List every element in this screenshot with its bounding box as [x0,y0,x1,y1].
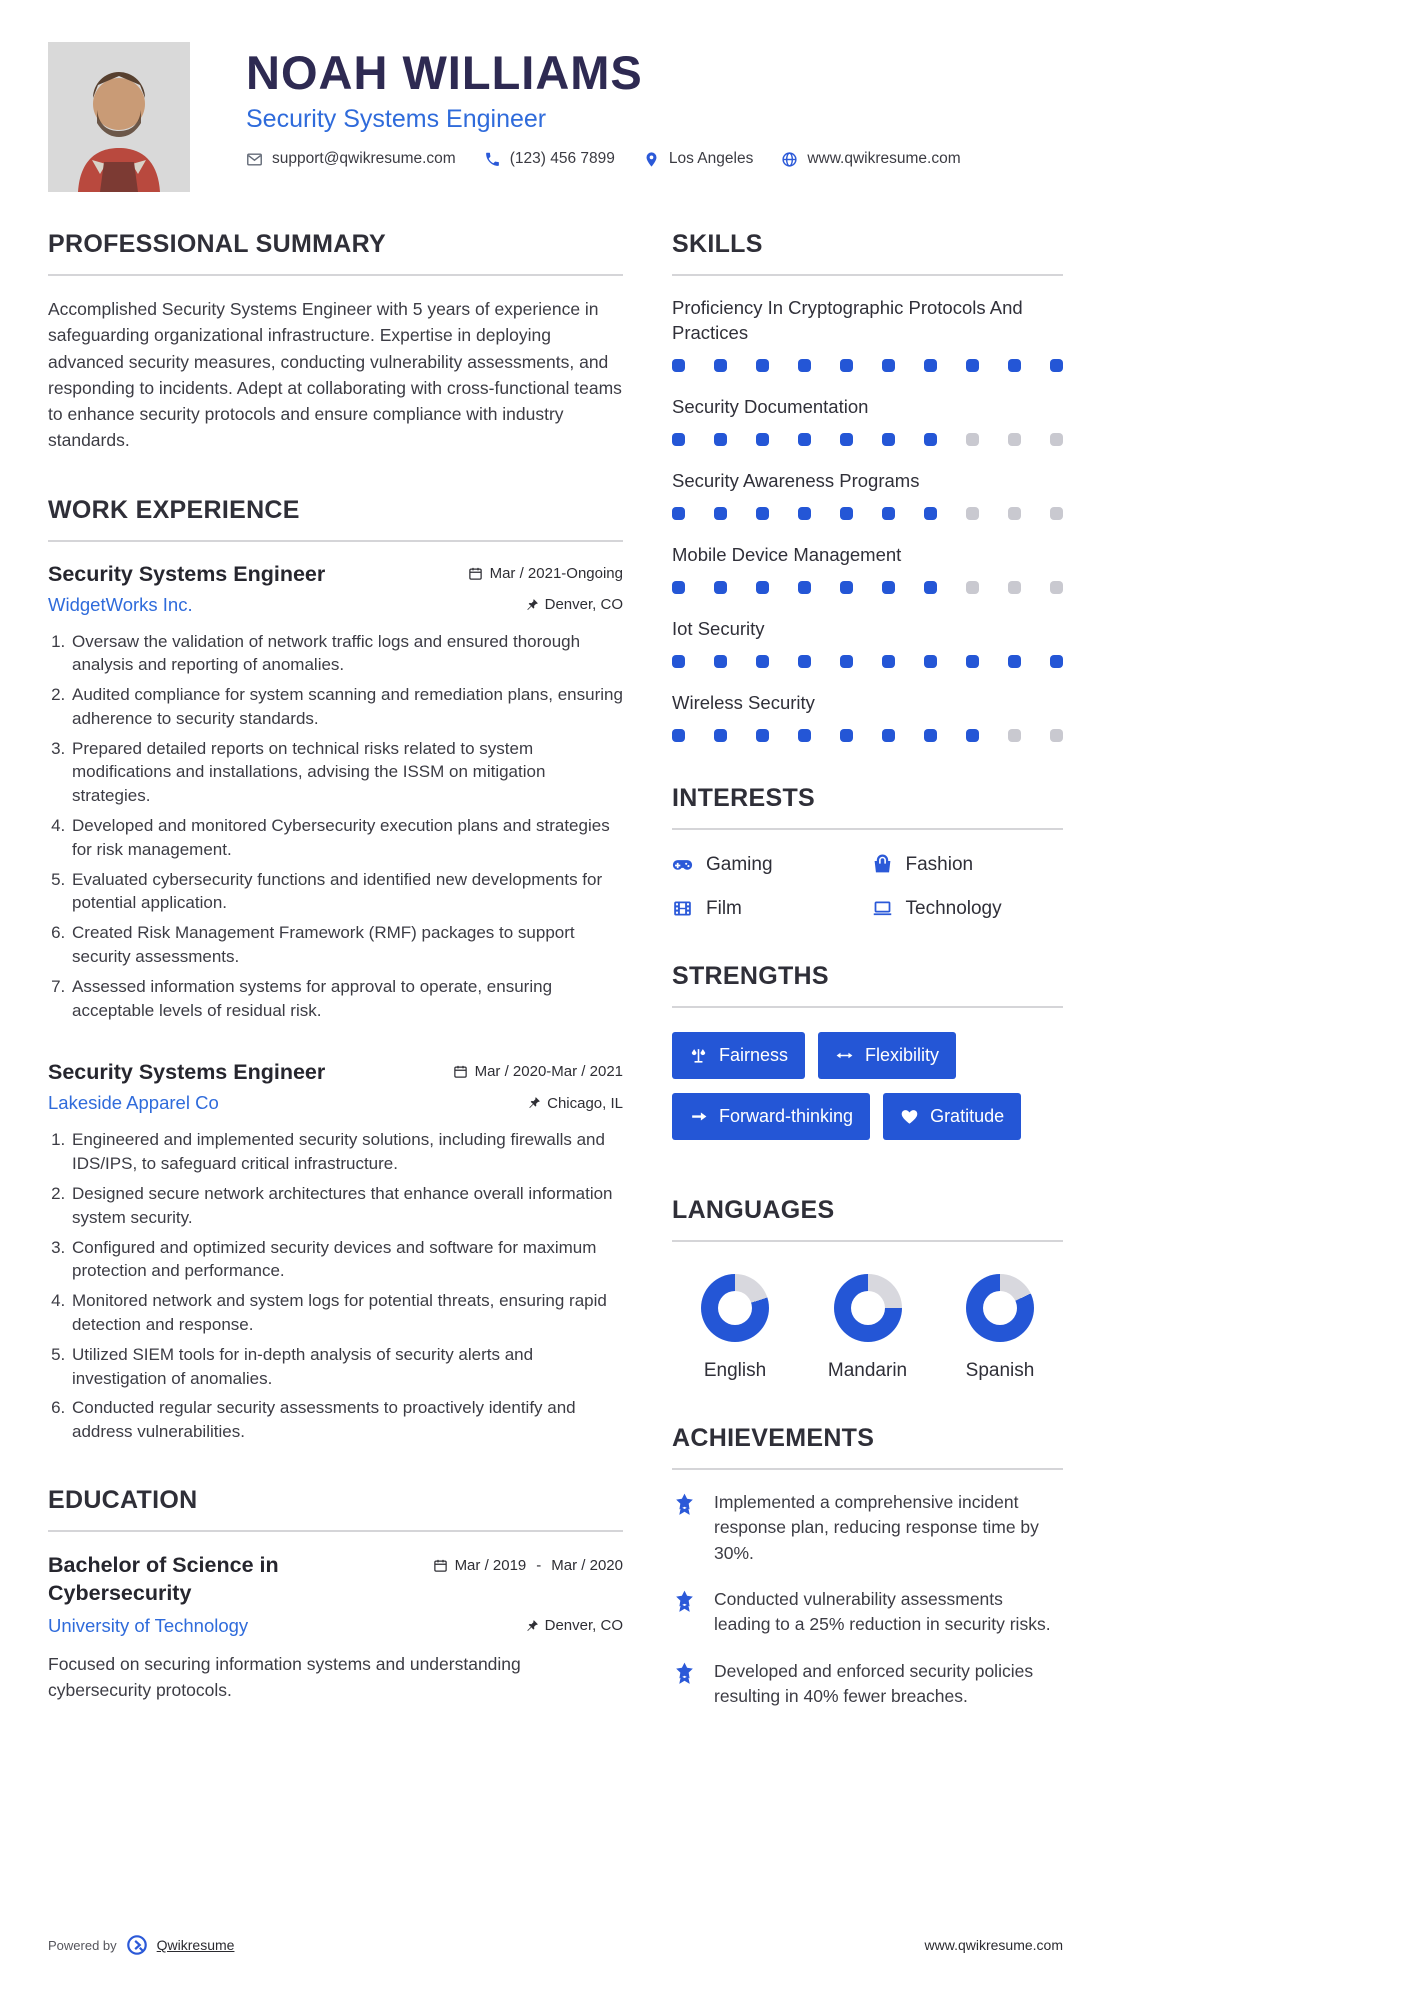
contact-phone [484,150,615,168]
skill-level-dot [756,359,769,372]
person-name: NOAH WILLIAMS [246,46,643,99]
strength-label: Fairness [719,1044,789,1065]
powered-by [48,1934,234,1956]
job-location-text: Denver, CO [544,596,623,613]
skill-rating [672,729,1063,742]
job-bullet: 5. Utilized SIEM tools for in-depth analysis of security alerts and investigation of anomalies. [70,1343,623,1391]
header-text [246,42,975,168]
skill-item [672,296,1063,372]
shopping-bag-icon [872,854,893,875]
language-donut [834,1274,902,1342]
skill-level-dot [1008,729,1021,742]
skill-rating [672,507,1063,520]
skill-item [672,543,1063,594]
pushpin-icon [525,1619,539,1633]
skill-level-dot [882,507,895,520]
skill-item [672,469,1063,520]
languages-list [672,1262,1063,1382]
job-location [527,1095,623,1112]
skill-rating [672,433,1063,446]
location-text: Los Angeles [668,150,754,168]
header [48,42,1063,192]
film-icon [672,898,693,919]
skill-level-dot [714,359,727,372]
section-skills [672,230,1063,742]
skill-label: Iot Security [672,617,765,639]
job-bullet: 6. Conducted regular security assessments to proactively identify and address vulnerabilities. [70,1396,623,1444]
section-education [48,1486,623,1703]
job-title: Security Systems Engineer [48,561,326,586]
arrows-left-right-icon [835,1046,854,1065]
achievement-item [672,1587,1063,1638]
award-icon [672,1659,699,1710]
skill-level-dot [924,729,937,742]
skill-level-dot [714,433,727,446]
job-bullet: 7. Assessed information systems for approval to operate, ensuring acceptable levels of residual risk. [70,975,623,1023]
skill-level-dot [756,655,769,668]
interest-label: Technology [905,897,1002,919]
pushpin-icon [527,1096,541,1110]
skill-level-dot [966,507,979,520]
qwikresume-logo [126,1934,148,1956]
interest-item [872,898,1064,920]
content-columns [48,230,1063,1751]
calendar-icon [468,566,483,581]
skill-level-dot [840,729,853,742]
skill-level-dot [966,433,979,446]
gamepad-icon [672,854,693,875]
skill-level-dot [1008,507,1021,520]
award-icon [672,1490,699,1566]
job-bullet: 6. Created Risk Management Framework (RMF) packages to support security assessments. [70,921,623,969]
section-professional-summary [48,230,623,454]
degree-title: Bachelor of Science in Cybersecurity [48,1553,279,1605]
achievement-item [672,1659,1063,1710]
education-dates [433,1552,623,1608]
skill-level-dot [798,507,811,520]
achievements-heading: ACHIEVEMENTS [672,1424,1063,1470]
education-date-start-text: Mar / 2019 [454,1557,527,1575]
job-header [48,1060,623,1085]
skill-level-dot [714,581,727,594]
section-interests [672,784,1063,920]
interests-heading: INTERESTS [672,784,1063,830]
section-strengths [672,962,1063,1154]
job-bullet: 3. Prepared detailed reports on technical risks related to system modifications and installations, advising the ISSM on mitigation strategies. [70,737,623,808]
job-date-text: Mar / 2021-Ongoing [489,564,623,582]
skill-level-dot [840,507,853,520]
achievement-text: Implemented a comprehensive incident response plan, reducing response time by 30%. [714,1491,1039,1563]
education-subheader [48,1615,623,1637]
language-label: Mandarin [827,1359,908,1381]
interest-label: Fashion [905,853,974,875]
interest-item [672,898,864,920]
strengths-heading: STRENGTHS [672,962,1063,1008]
skill-level-dot [714,655,727,668]
skill-level-dot [840,655,853,668]
job-bullet: 1. Oversaw the validation of network traffic logs and ensured thorough analysis and reporting of anomalies. [70,630,623,678]
education-header [48,1552,623,1608]
skill-level-dot [1050,433,1063,446]
calendar-icon [433,1558,448,1573]
skill-level-dot [756,581,769,594]
avatar [48,42,190,192]
skill-level-dot [714,729,727,742]
skill-rating [672,655,1063,668]
skill-level-dot [882,655,895,668]
calendar-icon [453,1064,468,1079]
skill-level-dot [756,507,769,520]
skill-level-dot [798,433,811,446]
skill-item [672,691,1063,742]
job-bullet: 4. Monitored network and system logs for potential threats, ensuring rapid detection and response. [70,1289,623,1337]
education-date-end-text: Mar / 2020 [551,1557,623,1575]
skill-level-dot [924,359,937,372]
interests-grid [672,850,1063,920]
achievement-item [672,1490,1063,1566]
skill-item [672,617,1063,668]
job-date [453,1063,623,1080]
pushpin-icon [525,598,539,612]
strengths-list [672,1028,1063,1154]
achievement-text: Conducted vulnerability assessments leading to a 25% reduction in security risks. [714,1588,1051,1635]
skill-level-dot [966,655,979,668]
skill-level-dot [882,433,895,446]
skill-level-dot [924,507,937,520]
job-entry [48,562,623,1023]
skill-level-dot [924,581,937,594]
education-note: Focused on securing information systems and understanding cybersecurity protocols. [48,1653,521,1701]
job-location [525,596,623,613]
language-donut [966,1274,1034,1342]
profile-photo [48,42,190,192]
skill-level-dot [672,581,685,594]
education-date-start [433,1557,527,1574]
summary-heading: PROFESSIONAL SUMMARY [48,230,623,276]
skill-level-dot [1050,729,1063,742]
skills-heading: SKILLS [672,230,1063,276]
achievement-text: Developed and enforced security policies resulting in 40% fewer breaches. [714,1660,1034,1707]
laptop-icon [872,898,893,919]
scales-icon [689,1046,708,1065]
skill-level-dot [714,507,727,520]
contact-location [643,150,753,168]
skill-level-dot [924,655,937,668]
section-achievements [672,1424,1063,1710]
language-item [809,1274,927,1382]
section-work-experience [48,496,623,1445]
company-link[interactable]: WidgetWorks Inc. [48,593,193,615]
skill-level-dot [882,581,895,594]
strength-badge-flexibility [818,1032,956,1079]
job-subheader [48,594,623,616]
contact-email [246,150,456,168]
skill-level-dot [672,433,685,446]
interest-label: Film [706,897,742,919]
skill-level-dot [840,433,853,446]
skill-level-dot [1050,507,1063,520]
skill-rating [672,359,1063,372]
language-donut [701,1274,769,1342]
contact-row [246,150,975,168]
school-link[interactable]: University of Technology [48,1614,249,1636]
strength-label: Forward-thinking [719,1105,854,1126]
skill-label: Proficiency In Cryptographic Protocols And Practices [672,297,1023,343]
skill-level-dot [756,729,769,742]
resume-page [48,42,1063,1751]
job-date-text: Mar / 2020-Mar / 2021 [474,1063,623,1081]
job-date [468,565,623,582]
person-title: Security Systems Engineer [246,105,547,134]
language-label: English [703,1359,767,1381]
language-label: Spanish [965,1359,1035,1381]
globe-icon [781,151,798,168]
job-bullet: 1. Engineered and implemented security solutions, including firewalls and IDS/IPS, to safeguard critical infrastructure. [70,1128,623,1176]
email-text: support@qwikresume.com [272,150,456,168]
language-item [941,1274,1059,1382]
footer-website: www.qwikresume.com [924,1937,1063,1953]
job-location-text: Chicago, IL [547,1094,623,1112]
award-icon [672,1587,699,1638]
skill-label: Security Awareness Programs [672,469,920,491]
education-date-end [551,1557,623,1574]
website-text: www.qwikresume.com [807,150,961,168]
skill-level-dot [1008,433,1021,446]
skill-level-dot [840,359,853,372]
qwikresume-link[interactable]: Qwikresume [156,1937,235,1953]
skill-level-dot [1008,359,1021,372]
summary-text: Accomplished Security Systems Engineer with 5 years of experience in safeguarding organizational infrastructure. Expertise in deploying advanced security measures, conducting vulnerability assessments, and responding to incidents. Adept at collaborating with cross-functional teams to enhance security protocols and ensure compliance with industry standards. [48,299,622,451]
skill-level-dot [672,359,685,372]
skill-level-dot [798,581,811,594]
skill-level-dot [1050,359,1063,372]
date-separator: - [536,1557,542,1575]
skill-level-dot [882,359,895,372]
skill-level-dot [966,581,979,594]
job-bullet: 3. Configured and optimized security devices and software for maximum protection and performance. [70,1236,623,1284]
skill-level-dot [924,433,937,446]
left-column [48,230,623,1751]
skill-level-dot [672,655,685,668]
job-header [48,562,623,587]
skill-level-dot [672,507,685,520]
job-bullet: 2. Designed secure network architectures that enhance overall information system security. [70,1182,623,1230]
skill-level-dot [1008,655,1021,668]
envelope-icon [246,151,263,168]
skill-label: Wireless Security [672,691,815,713]
skill-level-dot [840,581,853,594]
footer [48,1934,1063,1956]
powered-by-label: Powered by [48,1937,117,1953]
skill-label: Security Documentation [672,395,869,417]
skill-level-dot [798,655,811,668]
skill-level-dot [1050,581,1063,594]
languages-heading: LANGUAGES [672,1196,1063,1242]
strength-badge-fairness [672,1032,805,1079]
education-heading: EDUCATION [48,1486,623,1532]
skill-rating [672,581,1063,594]
strength-label: Flexibility [865,1044,940,1065]
work-heading: WORK EXPERIENCE [48,496,623,542]
job-entry [48,1060,623,1444]
language-item [676,1274,794,1382]
contact-website[interactable] [781,150,960,168]
skill-level-dot [1008,581,1021,594]
education-location-text: Denver, CO [544,1617,623,1635]
job-bullet: 4. Developed and monitored Cybersecurity execution plans and strategies for risk management. [70,814,623,862]
skill-level-dot [1050,655,1063,668]
skill-level-dot [798,359,811,372]
phone-icon [484,151,501,168]
skill-item [672,395,1063,446]
strength-label: Gratitude [930,1105,1005,1126]
skill-level-dot [798,729,811,742]
section-languages [672,1196,1063,1382]
job-bullet-list [48,1128,623,1444]
skill-label: Mobile Device Management [672,543,902,565]
arrow-right-icon [689,1107,708,1126]
interest-label: Gaming [706,853,773,875]
interest-item [672,854,864,876]
skill-level-dot [966,359,979,372]
job-bullet: 2. Audited compliance for system scanning and remediation plans, ensuring adherence to security standards. [70,683,623,731]
location-pin-icon [643,151,660,168]
job-bullet-list [48,630,623,1023]
job-subheader [48,1092,623,1114]
job-bullet: 5. Evaluated cybersecurity functions and identified new developments for potential application. [70,868,623,916]
right-column [672,230,1063,1751]
company-link[interactable]: Lakeside Apparel Co [48,1092,219,1114]
skill-level-dot [672,729,685,742]
skill-level-dot [882,729,895,742]
skill-level-dot [966,729,979,742]
job-title: Security Systems Engineer [48,1060,326,1085]
strength-badge-forward-thinking [672,1093,870,1140]
education-location [525,1617,623,1634]
heart-icon [900,1107,919,1126]
interest-item [872,854,1064,876]
phone-text: (123) 456 7899 [509,150,615,168]
strength-badge-gratitude [883,1093,1021,1140]
skill-level-dot [756,433,769,446]
